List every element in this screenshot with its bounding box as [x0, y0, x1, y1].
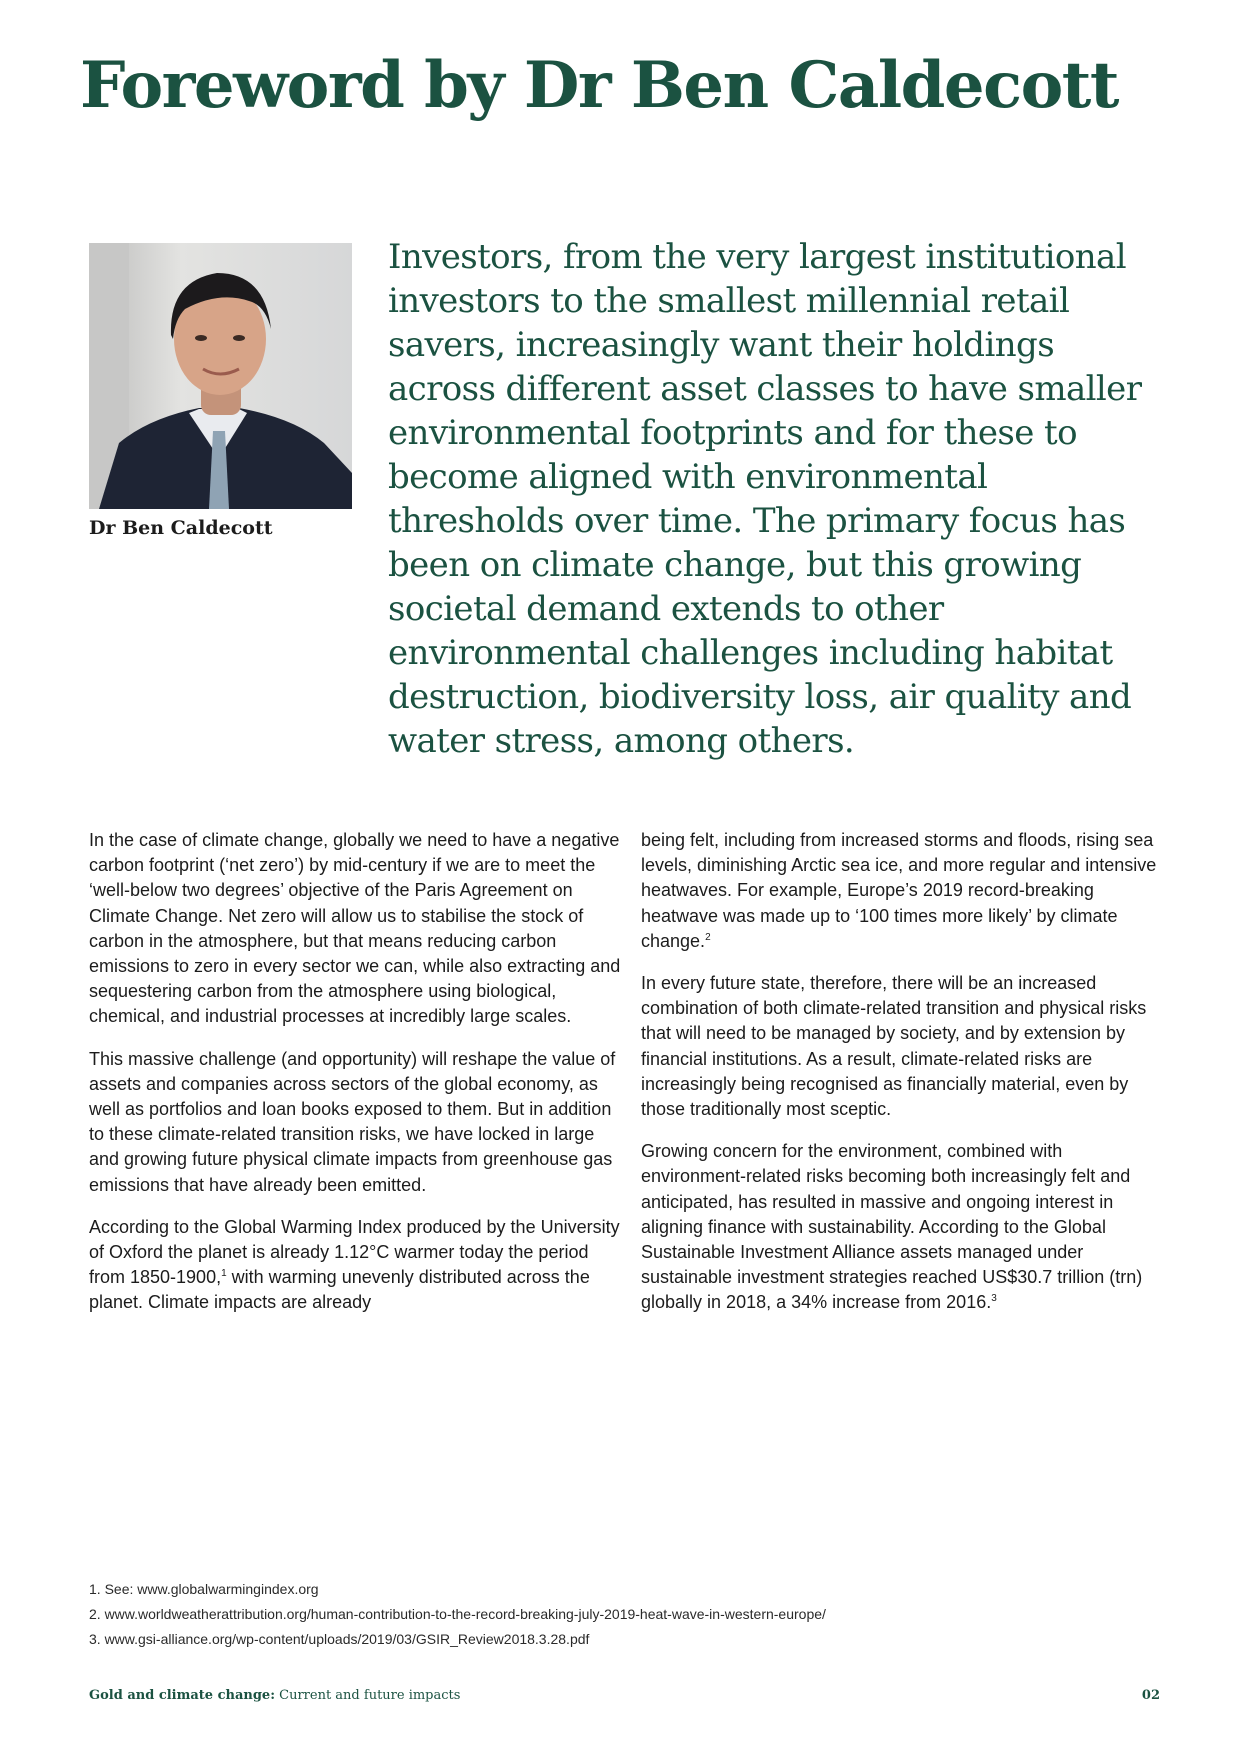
report-title: Gold and climate change:	[89, 1688, 275, 1703]
page-title: Foreword by Dr Ben Caldecott	[80, 48, 1118, 123]
body-column-left	[89, 828, 623, 1333]
page-number: 02	[1141, 1688, 1160, 1703]
photo-caption: Dr Ben Caldecott	[89, 517, 273, 539]
body-paragraph	[641, 1139, 1169, 1315]
body-paragraph	[641, 828, 1169, 954]
footnote-ref: 2	[705, 931, 711, 943]
paragraph-text: According to the Global Warming Index produced by the University of Oxford the planet is already 1.12°C warmer today the period from 1850-1900,	[89, 1216, 620, 1288]
paragraph-text: being felt, including from increased storms and floods, rising sea levels, diminishing Arctic sea ice, and more regular and intensive heatwaves. For example, Europe’s 2019 record-breaking heatwave was made up to ‘100 times more likely’ by climate change.	[641, 830, 1157, 951]
footnote: 1. See: www.globalwarmingindex.org	[89, 1581, 319, 1597]
footnote: 3. www.gsi-alliance.org/wp-content/uploads/2019/03/GSIR_Review2018.3.28.pdf	[89, 1631, 590, 1647]
body-paragraph: This massive challenge (and opportunity) will reshape the value of assets and companies across sectors of the global economy, as well as portfolios and loan books exposed to them. But in addition to these climate-related transition risks, we have locked in large and growing future physical climate impacts from greenhouse gas emissions that have already been emitted.	[89, 1048, 616, 1195]
body-paragraph: In the case of climate change, globally we need to have a negative carbon footprint (‘net zero’) by mid-century if we are to meet the ‘well-below two degrees’ objective of the Paris Agreement on Climate Change. Net zero will allow us to stabilise the stock of carbon in the atmosphere, but that means reducing carbon emissions to zero in every sector we can, while also extracting and sequestering carbon from the atmosphere using biological, chemical, and industrial processes at incredibly large scales.	[89, 830, 621, 1027]
body-paragraph	[89, 1215, 623, 1316]
body-paragraph: In every future state, therefore, there will be an increased combination of both climate-related transition and physical risks that will need to be managed by society, and by extension by financial institutions. As a result, climate-related risks are increasingly being recognised as financially material, even by those traditionally most sceptic.	[641, 973, 1147, 1120]
author-portrait	[89, 243, 352, 509]
footnote-ref: 3	[991, 1293, 997, 1305]
footnotes	[89, 1577, 826, 1652]
paragraph-text: with warming unevenly distributed across the planet. Climate impacts are already	[89, 1267, 590, 1313]
report-subtitle: Current and future impacts	[275, 1688, 461, 1703]
body-column-right	[641, 828, 1169, 1333]
footnote-ref: 1	[221, 1268, 227, 1280]
page-footer	[89, 1688, 460, 1703]
footnote: 2. www.worldweatherattribution.org/human-contribution-to-the-record-breaking-july-2019-heat-wave-in-western-europe/	[89, 1606, 826, 1622]
pull-quote: Investors, from the very largest institutional investors to the smallest millennial retail savers, increasingly want their holdings across different asset classes to have smaller environmental footprints and for these to become aligned with environmental thresholds over time. The primary focus has been on climate change, but this growing societal demand extends to other environmental challenges including habitat destruction, biodiversity loss, air quality and water stress, among others.	[388, 237, 1142, 761]
paragraph-text: Growing concern for the environment, combined with environment-related risks becoming both increasingly felt and anticipated, has resulted in massive and ongoing interest in aligning finance with sustainability. According to the Global Sustainable Investment Alliance assets managed under sustainable investment strategies reached US$30.7 trillion (trn) globally in 2018, a 34% increase from 2016.	[641, 1141, 1143, 1313]
